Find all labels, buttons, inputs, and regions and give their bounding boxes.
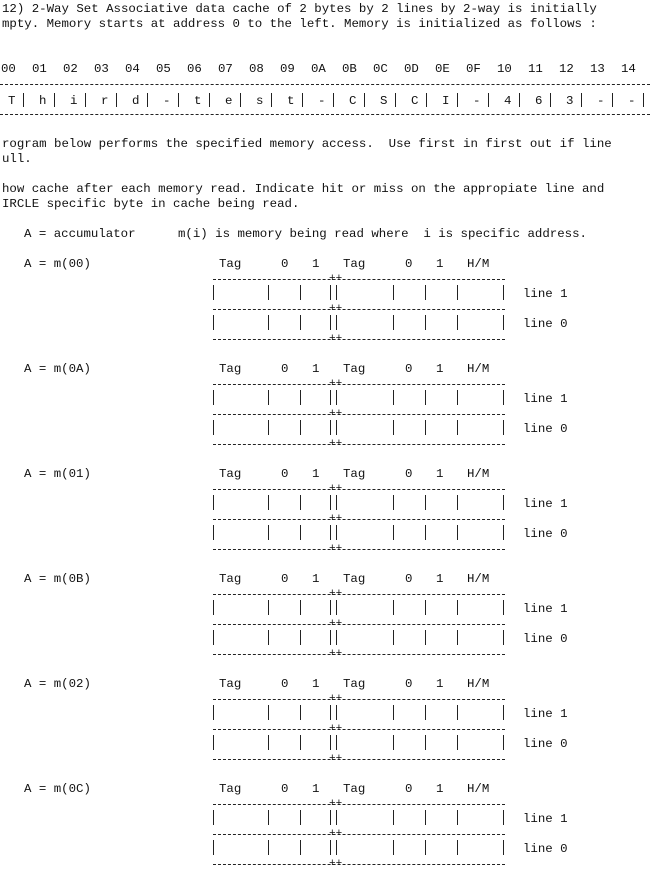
cache-cell-divider — [425, 315, 426, 330]
memory-address: 00 — [1, 62, 16, 76]
table-header-byte0-2: 0 — [405, 782, 413, 796]
cache-cell-divider — [213, 735, 214, 750]
memory-content: - — [597, 94, 605, 108]
table-header-byte1-2: 1 — [436, 572, 444, 586]
table-rule — [213, 519, 505, 520]
table-rule — [213, 384, 505, 385]
legend-memory: m(i) is memory being read where i is specific address. — [178, 227, 587, 241]
cache-cell-divider — [393, 840, 394, 855]
cache-cell-divider — [457, 390, 458, 405]
table-header-byte1-2: 1 — [436, 362, 444, 376]
cache-cell-divider — [425, 285, 426, 300]
table-header-tag: Tag — [219, 257, 242, 271]
memory-content: 6 — [535, 94, 543, 108]
cache-cell-divider — [393, 600, 394, 615]
table-header-tag: Tag — [219, 362, 242, 376]
line-label-line0: line 0 — [523, 527, 568, 541]
table-header-byte0-2: 0 — [405, 572, 413, 586]
cache-cell-divider — [503, 420, 504, 435]
cache-cell-divider — [213, 285, 214, 300]
memory-content: 4 — [504, 94, 512, 108]
access-label: A = m(02) — [24, 677, 91, 691]
table-rule — [213, 729, 505, 730]
cache-cell-divider — [457, 630, 458, 645]
memory-address: 13 — [590, 62, 605, 76]
memory-address: 11 — [528, 62, 543, 76]
table-header-tag: Tag — [219, 782, 242, 796]
cache-cell-divider — [300, 525, 301, 540]
line-label-line1: line 1 — [523, 287, 568, 301]
memory-cell-divider — [426, 93, 427, 107]
table-rule — [213, 864, 505, 865]
cache-cell-divider — [330, 390, 331, 405]
cache-cell-divider — [336, 285, 337, 300]
table-rule — [213, 804, 505, 805]
table-rule-cross: ++ — [329, 333, 343, 345]
cache-cell-divider — [457, 315, 458, 330]
table-header-byte1: 1 — [312, 362, 320, 376]
access-label: A = m(01) — [24, 467, 91, 481]
line-label-line1: line 1 — [523, 497, 568, 511]
line-label-line0: line 0 — [523, 317, 568, 331]
table-header-byte0-2: 0 — [405, 677, 413, 691]
cache-cell-divider — [393, 705, 394, 720]
cache-cell-divider — [268, 285, 269, 300]
cache-cell-divider — [425, 600, 426, 615]
cache-cell-divider — [330, 285, 331, 300]
table-header-byte0-2: 0 — [405, 257, 413, 271]
cache-cell-divider — [457, 525, 458, 540]
cache-cell-divider — [300, 705, 301, 720]
cache-cell-divider — [330, 495, 331, 510]
cache-cell-divider — [503, 495, 504, 510]
cache-cell-divider — [425, 495, 426, 510]
cache-cell-divider — [457, 285, 458, 300]
cache-cell-divider — [503, 285, 504, 300]
memory-content: S — [380, 94, 388, 108]
memory-cell-divider — [519, 93, 520, 107]
cache-cell-divider — [268, 840, 269, 855]
memory-content: s — [256, 94, 264, 108]
memory-address: 0F — [466, 62, 481, 76]
cache-cell-divider — [457, 420, 458, 435]
memory-cell-divider — [178, 93, 179, 107]
instruction-2-line-1: how cache after each memory read. Indicate hit or miss on the appropiate line and — [2, 182, 605, 196]
line-label-line0: line 0 — [523, 842, 568, 856]
cache-cell-divider — [330, 630, 331, 645]
memory-cell-divider — [302, 93, 303, 107]
cache-cell-divider — [213, 630, 214, 645]
table-rule — [213, 594, 505, 595]
table-header-hm: H/M — [467, 572, 490, 586]
cache-cell-divider — [457, 600, 458, 615]
table-header-byte0: 0 — [281, 677, 289, 691]
cache-cell-divider — [330, 810, 331, 825]
memory-address: 04 — [125, 62, 140, 76]
memory-address: 0D — [404, 62, 419, 76]
cache-cell-divider — [330, 735, 331, 750]
table-header-byte1: 1 — [312, 677, 320, 691]
table-header-tag: Tag — [219, 677, 242, 691]
table-rule-cross: ++ — [329, 513, 343, 525]
cache-cell-divider — [213, 390, 214, 405]
cache-cell-divider — [336, 420, 337, 435]
memory-cell-divider — [147, 93, 148, 107]
cache-cell-divider — [300, 420, 301, 435]
access-label: A = m(0A) — [24, 362, 91, 376]
table-header-byte0: 0 — [281, 782, 289, 796]
table-header-byte0: 0 — [281, 572, 289, 586]
memory-cell-divider — [457, 93, 458, 107]
table-rule — [213, 759, 505, 760]
line-label-line1: line 1 — [523, 392, 568, 406]
memory-cell-divider — [23, 93, 24, 107]
cache-cell-divider — [457, 840, 458, 855]
cache-cell-divider — [457, 495, 458, 510]
cache-cell-divider — [425, 735, 426, 750]
cache-cell-divider — [425, 810, 426, 825]
memory-cell-divider — [550, 93, 551, 107]
table-header-byte1: 1 — [312, 467, 320, 481]
memory-address: 0B — [342, 62, 357, 76]
table-rule — [213, 489, 505, 490]
table-rule-cross: ++ — [329, 438, 343, 450]
table-rule-cross: ++ — [329, 693, 343, 705]
cache-cell-divider — [300, 840, 301, 855]
line-label-line0: line 0 — [523, 422, 568, 436]
table-header-byte1-2: 1 — [436, 467, 444, 481]
memory-address: 08 — [249, 62, 264, 76]
memory-address: 10 — [497, 62, 512, 76]
memory-cell-divider — [54, 93, 55, 107]
cache-cell-divider — [330, 525, 331, 540]
table-rule-cross: ++ — [329, 723, 343, 735]
table-header-tag2: Tag — [343, 677, 366, 691]
cache-cell-divider — [393, 390, 394, 405]
line-label-line1: line 1 — [523, 707, 568, 721]
intro-line-2: mpty. Memory starts at address 0 to the left. Memory is initialized as follows : — [2, 17, 597, 31]
memory-content: - — [628, 94, 636, 108]
cache-cell-divider — [268, 810, 269, 825]
line-label-line1: line 1 — [523, 812, 568, 826]
memory-address: 05 — [156, 62, 171, 76]
memory-content: - — [318, 94, 326, 108]
memory-content: h — [39, 94, 47, 108]
cache-cell-divider — [393, 495, 394, 510]
access-label: A = m(0C) — [24, 782, 91, 796]
table-header-byte0-2: 0 — [405, 467, 413, 481]
memory-address: 06 — [187, 62, 202, 76]
table-header-byte1-2: 1 — [436, 257, 444, 271]
table-header-byte0-2: 0 — [405, 362, 413, 376]
instruction-1-line-1: rogram below performs the specified memory access. Use first in first out if line — [2, 137, 612, 151]
memory-content: C — [411, 94, 419, 108]
table-header-tag: Tag — [219, 572, 242, 586]
memory-content: C — [349, 94, 357, 108]
cache-cell-divider — [213, 525, 214, 540]
memory-content: t — [194, 94, 202, 108]
table-rule-cross: ++ — [329, 588, 343, 600]
cache-cell-divider — [213, 705, 214, 720]
table-rule — [213, 414, 505, 415]
cache-cell-divider — [336, 810, 337, 825]
table-rule-cross: ++ — [329, 858, 343, 870]
table-rule-cross: ++ — [329, 618, 343, 630]
table-rule-cross: ++ — [329, 378, 343, 390]
memory-cell-divider — [333, 93, 334, 107]
table-header-tag2: Tag — [343, 782, 366, 796]
table-header-tag: Tag — [219, 467, 242, 481]
cache-cell-divider — [268, 495, 269, 510]
memory-bottom-rule — [0, 114, 650, 115]
cache-cell-divider — [268, 525, 269, 540]
cache-cell-divider — [268, 600, 269, 615]
memory-content: T — [8, 94, 16, 108]
cache-cell-divider — [336, 705, 337, 720]
memory-cell-divider — [364, 93, 365, 107]
cache-cell-divider — [336, 630, 337, 645]
line-label-line1: line 1 — [523, 602, 568, 616]
cache-cell-divider — [300, 315, 301, 330]
table-header-hm: H/M — [467, 677, 490, 691]
cache-cell-divider — [268, 735, 269, 750]
cache-cell-divider — [425, 390, 426, 405]
cache-cell-divider — [300, 600, 301, 615]
table-rule — [213, 549, 505, 550]
cache-cell-divider — [300, 735, 301, 750]
cache-cell-divider — [503, 810, 504, 825]
table-header-tag2: Tag — [343, 467, 366, 481]
table-rule — [213, 699, 505, 700]
cache-cell-divider — [268, 705, 269, 720]
cache-cell-divider — [425, 705, 426, 720]
cache-cell-divider — [503, 390, 504, 405]
cache-cell-divider — [393, 735, 394, 750]
instruction-2-line-2: IRCLE specific byte in cache being read. — [2, 197, 300, 211]
table-rule — [213, 444, 505, 445]
table-header-hm: H/M — [467, 467, 490, 481]
cache-cell-divider — [336, 525, 337, 540]
cache-cell-divider — [213, 420, 214, 435]
cache-cell-divider — [213, 600, 214, 615]
memory-content: r — [101, 94, 109, 108]
cache-cell-divider — [457, 810, 458, 825]
legend-accumulator: A = accumulator — [24, 227, 136, 241]
memory-cell-divider — [395, 93, 396, 107]
cache-cell-divider — [393, 810, 394, 825]
memory-address: 07 — [218, 62, 233, 76]
cache-cell-divider — [336, 390, 337, 405]
table-header-tag2: Tag — [343, 257, 366, 271]
table-rule-cross: ++ — [329, 798, 343, 810]
memory-address: 12 — [559, 62, 574, 76]
cache-cell-divider — [330, 420, 331, 435]
cache-cell-divider — [213, 315, 214, 330]
table-rule-cross: ++ — [329, 753, 343, 765]
cache-cell-divider — [300, 630, 301, 645]
table-header-hm: H/M — [467, 257, 490, 271]
memory-content: d — [132, 94, 140, 108]
cache-cell-divider — [503, 840, 504, 855]
memory-cell-divider — [612, 93, 613, 107]
memory-cell-divider — [116, 93, 117, 107]
memory-content: - — [163, 94, 171, 108]
table-header-byte1: 1 — [312, 257, 320, 271]
cache-cell-divider — [213, 840, 214, 855]
line-label-line0: line 0 — [523, 737, 568, 751]
memory-address: 0A — [311, 62, 326, 76]
access-label: A = m(00) — [24, 257, 91, 271]
memory-content: e — [225, 94, 233, 108]
cache-cell-divider — [503, 525, 504, 540]
cache-cell-divider — [503, 705, 504, 720]
table-header-byte1: 1 — [312, 782, 320, 796]
cache-cell-divider — [300, 285, 301, 300]
memory-content: t — [287, 94, 295, 108]
cache-cell-divider — [330, 705, 331, 720]
table-rule-cross: ++ — [329, 408, 343, 420]
cache-cell-divider — [300, 810, 301, 825]
memory-address: 09 — [280, 62, 295, 76]
instruction-1-line-2: ull. — [2, 152, 32, 166]
memory-address: 02 — [63, 62, 78, 76]
memory-cell-divider — [488, 93, 489, 107]
table-header-tag2: Tag — [343, 572, 366, 586]
memory-address: 03 — [94, 62, 109, 76]
cache-cell-divider — [425, 840, 426, 855]
memory-content: - — [473, 94, 481, 108]
table-rule-cross: ++ — [329, 483, 343, 495]
cache-cell-divider — [268, 630, 269, 645]
memory-content: 3 — [566, 94, 574, 108]
table-header-byte0: 0 — [281, 362, 289, 376]
cache-cell-divider — [330, 840, 331, 855]
table-rule-cross: ++ — [329, 648, 343, 660]
table-header-byte1: 1 — [312, 572, 320, 586]
memory-content: i — [70, 94, 78, 108]
table-header-byte1-2: 1 — [436, 677, 444, 691]
cache-cell-divider — [393, 525, 394, 540]
cache-cell-divider — [503, 735, 504, 750]
memory-cell-divider — [85, 93, 86, 107]
table-header-tag2: Tag — [343, 362, 366, 376]
cache-cell-divider — [503, 630, 504, 645]
cache-cell-divider — [457, 735, 458, 750]
memory-address: 01 — [32, 62, 47, 76]
cache-cell-divider — [268, 315, 269, 330]
memory-cell-divider — [209, 93, 210, 107]
cache-cell-divider — [336, 315, 337, 330]
access-label: A = m(0B) — [24, 572, 91, 586]
line-label-line0: line 0 — [523, 632, 568, 646]
cache-cell-divider — [268, 390, 269, 405]
memory-cell-divider — [240, 93, 241, 107]
cache-cell-divider — [213, 495, 214, 510]
cache-cell-divider — [268, 420, 269, 435]
memory-top-rule — [0, 84, 650, 85]
cache-cell-divider — [503, 600, 504, 615]
cache-cell-divider — [213, 810, 214, 825]
cache-cell-divider — [300, 495, 301, 510]
memory-address: 0E — [435, 62, 450, 76]
table-header-hm: H/M — [467, 362, 490, 376]
memory-cell-divider — [271, 93, 272, 107]
cache-cell-divider — [393, 630, 394, 645]
cache-cell-divider — [330, 600, 331, 615]
table-rule — [213, 279, 505, 280]
cache-cell-divider — [336, 600, 337, 615]
cache-cell-divider — [393, 285, 394, 300]
intro-line-1: 12) 2-Way Set Associative data cache of 2 bytes by 2 lines by 2-way is initially — [2, 2, 597, 16]
table-rule-cross: ++ — [329, 828, 343, 840]
cache-cell-divider — [393, 315, 394, 330]
cache-cell-divider — [425, 420, 426, 435]
cache-cell-divider — [300, 390, 301, 405]
table-rule — [213, 339, 505, 340]
table-header-byte1-2: 1 — [436, 782, 444, 796]
cache-cell-divider — [425, 630, 426, 645]
cache-cell-divider — [336, 840, 337, 855]
table-rule — [213, 309, 505, 310]
table-header-hm: H/M — [467, 782, 490, 796]
table-rule — [213, 624, 505, 625]
table-rule-cross: ++ — [329, 273, 343, 285]
table-rule-cross: ++ — [329, 543, 343, 555]
cache-cell-divider — [336, 495, 337, 510]
memory-address: 0C — [373, 62, 388, 76]
cache-cell-divider — [336, 735, 337, 750]
table-header-byte0: 0 — [281, 257, 289, 271]
cache-cell-divider — [330, 315, 331, 330]
memory-cell-divider — [643, 93, 644, 107]
table-rule — [213, 654, 505, 655]
table-rule-cross: ++ — [329, 303, 343, 315]
cache-cell-divider — [393, 420, 394, 435]
table-header-byte0: 0 — [281, 467, 289, 481]
memory-cell-divider — [581, 93, 582, 107]
memory-content: I — [442, 94, 450, 108]
cache-cell-divider — [503, 315, 504, 330]
cache-cell-divider — [425, 525, 426, 540]
table-rule — [213, 834, 505, 835]
cache-cell-divider — [457, 705, 458, 720]
memory-address: 14 — [621, 62, 636, 76]
